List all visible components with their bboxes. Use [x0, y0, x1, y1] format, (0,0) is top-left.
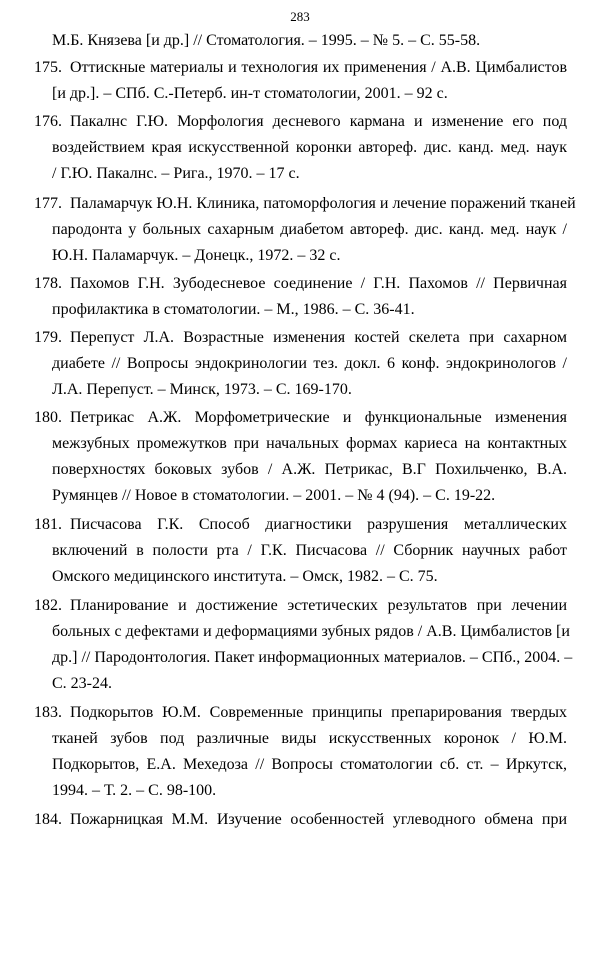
- reference-line: Писчасова Г.К. Способ диагностики разрушения металлических: [70, 516, 567, 533]
- reference-line: поверхностях боковых зубов / А.Ж. Петрикас, В.Г Похильченко, В.А.: [52, 461, 567, 478]
- reference-number: 183.: [34, 704, 62, 721]
- reference-line: Пожарницкая М.М. Изучение особенностей углеводного обмена при: [70, 811, 567, 828]
- reference-line: Перепуст Л.А. Возрастные изменения костей скелета при сахарном: [70, 329, 567, 346]
- reference-line: М.Б. Князева [и др.] // Стоматология. – 1995. – № 5. – С. 55-58.: [52, 32, 481, 49]
- reference-line: др.] // Пародонтология. Пакет информационных материалов. – СПб., 2004. –: [52, 649, 573, 666]
- reference-line: межзубных промежутков при начальных формах кариеса на контактных: [52, 435, 567, 452]
- reference-line: Подкорытов, Е.А. Мехедоза // Вопросы стоматологии сб. ст. – Иркутск,: [52, 756, 567, 773]
- reference-number: 182.: [34, 597, 62, 614]
- reference-line: / Г.Ю. Пакалнс. – Рига., 1970. – 17 с.: [52, 165, 300, 182]
- reference-line: Паламарчук Ю.Н. Клиника, патоморфология и лечение поражений тканей: [70, 195, 576, 212]
- reference-line: Пакалнс Г.Ю. Морфология десневого кармана и изменение его под: [70, 113, 567, 130]
- reference-line: Подкорытов Ю.М. Современные принципы препарирования твердых: [70, 704, 567, 721]
- reference-line: Пахомов Г.Н. Зубодесневое соединение / Г.Н. Пахомов // Первичная: [70, 275, 567, 292]
- reference-line: Румянцев // Новое в стоматологии. – 2001. – № 4 (94). – С. 19-22.: [52, 487, 496, 504]
- reference-number: 176.: [34, 113, 62, 130]
- reference-line: пародонта у больных сахарным диабетом автореф. дис. канд. мед. наук /: [52, 221, 567, 238]
- reference-line: Ю.Н. Паламарчук. – Донецк., 1972. – 32 с.: [52, 247, 341, 264]
- reference-line: [и др.]. – СПб. С.-Петерб. ин-т стоматологии, 2001. – 92 с.: [52, 85, 448, 102]
- page-number: 283: [290, 9, 310, 24]
- reference-number: 184.: [34, 811, 62, 828]
- reference-number: 179.: [34, 329, 62, 346]
- reference-number: 180.: [34, 409, 62, 426]
- reference-line: Л.А. Перепуст. – Минск, 1973. – С. 169-170.: [52, 381, 352, 398]
- reference-line: Омского медицинского института. – Омск, 1982. – С. 75.: [52, 568, 438, 585]
- reference-line: тканей зубов под различные виды искусственных коронок / Ю.М.: [52, 730, 567, 747]
- reference-line: Оттискные материалы и технология их применения / А.В. Цимбалистов: [70, 59, 567, 76]
- reference-line: С. 23-24.: [52, 675, 112, 692]
- reference-line: больных с дефектами и деформациями зубных рядов / А.В. Цимбалистов [и: [52, 623, 570, 640]
- reference-number: 181.: [34, 516, 62, 533]
- reference-line: включений в полости рта / Г.К. Писчасова // Сборник научных работ: [52, 542, 567, 559]
- reference-number: 175.: [34, 59, 62, 76]
- reference-line: диабете // Вопросы эндокринологии тез. докл. 6 конф. эндокринологов /: [52, 355, 567, 372]
- reference-line: Планирование и достижение эстетических результатов при лечении: [70, 597, 567, 614]
- reference-line: воздействием края искусственной коронки автореф. дис. канд. мед. наук: [52, 139, 567, 156]
- reference-number: 177.: [34, 195, 62, 212]
- reference-line: 1994. – Т. 2. – С. 98-100.: [52, 782, 217, 799]
- reference-line: профилактика в стоматологии. – М., 1986. – С. 36-41.: [52, 301, 415, 318]
- reference-line: Петрикас А.Ж. Морфометрические и функциональные изменения: [70, 409, 567, 426]
- reference-number: 178.: [34, 275, 62, 292]
